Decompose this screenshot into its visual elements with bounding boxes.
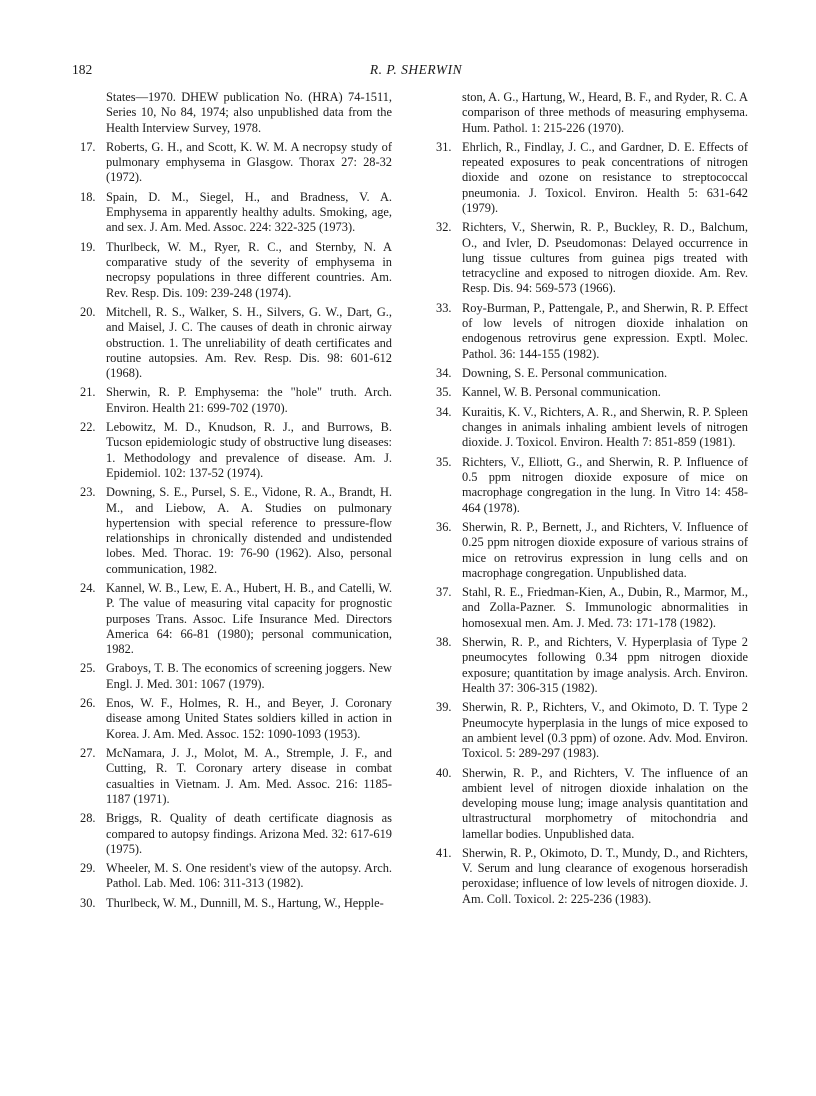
reference-entry	[80, 896, 392, 911]
reference-number: 21.	[80, 385, 96, 400]
reference-text: Sherwin, R. P., and Richters, V. Hyperplasia of Type 2 pneumocytes following 0.34 ppm nitrogen dioxide exposure; quantitation by image analysis. Arch. Environ. Health 37: 306-315 (1982).	[462, 635, 748, 695]
reference-text: Roberts, G. H., and Scott, K. W. M. A necropsy study of pulmonary emphysema in Glasgow. Thorax 27: 28-32 (1972).	[106, 139, 392, 185]
reference-entry	[80, 305, 392, 381]
reference-number: 24.	[80, 581, 96, 595]
page-number: 182	[72, 62, 93, 77]
reference-text: States—1970. DHEW publication No. (HRA) 74-1511, Series 10, No 84, 1974; also unpublished data from the Health Interview Survey, 1978.	[106, 90, 392, 135]
reference-entry	[80, 240, 392, 301]
reference-text: Spain, D. M., Siegel, H., and Bradness, V. A. Emphysema in apparently healthy adults. Smoking, age, and sex. J. Am. Med. Assoc. 224: 322-325 (1973).	[106, 189, 392, 235]
reference-text: Sherwin, R. P., and Richters, V. The influence of an ambient level of nitrogen dioxide inhalation on the developing mouse lung; image analysis quantitation and ultrastructural morphometry of mitochondria and lamellar bodies. Unpublished data.	[462, 765, 748, 841]
reference-entry	[436, 405, 748, 451]
reference-text: Sherwin, R. P., Richters, V., and Okimoto, D. T. Type 2 Pneumocyte hyperplasia in the lungs of mice exposed to an ambient level (0.3 ppm) of ozone. Adv. Mod. Environ. Toxicol. 5: 289-297 (1983).	[462, 700, 748, 761]
reference-text: Stahl, R. E., Friedman-Kien, A., Dubin, R., Marmor, M., and Zolla-Pazner. S. Immunologic abnormalities in homosexual men. Am. J. Med. 73: 171-178 (1982).	[462, 585, 748, 630]
page-header	[72, 62, 760, 82]
reference-entry	[80, 661, 392, 692]
reference-number: 35.	[436, 385, 452, 400]
reference-number: 19.	[80, 239, 96, 254]
reference-text: Graboys, T. B. The economics of screening joggers. New Engl. J. Med. 301: 1067 (1979).	[106, 661, 392, 691]
reference-text: Briggs, R. Quality of death certificate diagnosis as compared to autopsy findings. Arizona Med. 32: 617-619 (1975).	[106, 811, 392, 856]
reference-number: 34.	[436, 366, 452, 380]
reference-entry	[436, 635, 748, 696]
reference-text: Kannel, W. B., Lew, E. A., Hubert, H. B., and Catelli, W. P. The value of measuring vital capacity for prognostic purposes Trans. Assoc. Life Insurance Med. Directors America 64: 66-81 (1980); personal communication, 1982.	[106, 581, 392, 656]
reference-text: Sherwin, R. P., Okimoto, D. T., Mundy, D., and Richters, V. Serum and lung clearance of exogenous horseradish peroxidase; influence of low levels of nitrogen dioxide. J. Am. Coll. Toxicol. 2: 225-236 (1983).	[462, 845, 748, 906]
reference-number: 30.	[80, 895, 96, 910]
reference-entry	[436, 90, 748, 136]
reference-entry	[436, 366, 748, 381]
reference-text: Kannel, W. B. Personal communication.	[462, 385, 661, 400]
reference-entry	[436, 585, 748, 631]
reference-number: 32.	[436, 220, 452, 235]
reference-number: 40.	[436, 765, 452, 780]
reference-text: Sherwin, R. P. Emphysema: the "hole" truth. Arch. Environ. Health 21: 699-702 (1970).	[106, 385, 392, 415]
reference-entry	[80, 420, 392, 481]
reference-entry	[80, 811, 392, 857]
reference-number: 41.	[436, 845, 452, 860]
reference-number: 27.	[80, 746, 96, 761]
reference-text: Mitchell, R. S., Walker, S. H., Silvers, G. W., Dart, G., and Maisel, J. C. The causes of death in chronic airway obstruction. 1. The unreliability of death certificates and routine autopsies. Am. Rev. Resp. Dis. 98: 601-612 (1968).	[106, 305, 392, 380]
reference-entry	[436, 455, 748, 516]
reference-entry	[80, 190, 392, 236]
reference-text: McNamara, J. J., Molot, M. A., Stremple, J. F., and Cutting, R. T. Coronary artery disease in combat casualties in Vietnam. J. Am. Med. Assoc. 216: 1185-1187 (1971).	[106, 746, 392, 806]
references-left-column	[80, 90, 392, 915]
reference-entry	[80, 90, 392, 136]
reference-number: 36.	[436, 520, 452, 534]
reference-number: 35.	[436, 454, 452, 469]
reference-number: 20.	[80, 305, 96, 319]
reference-number: 28.	[80, 811, 96, 826]
reference-number: 39.	[436, 700, 452, 715]
reference-entry	[436, 385, 748, 400]
reference-text: Thurlbeck, W. M., Ryer, R. C., and Sternby, N. A comparative study of the severity of emphysema in necropsy populations in three different countries. Am. Rev. Resp. Dis. 109: 239-248 (1974).	[106, 239, 392, 300]
reference-text: ston, A. G., Hartung, W., Heard, B. F., and Ryder, R. C. A comparison of three methods of measuring emphysema. Hum. Pathol. 1: 215-226 (1970).	[462, 90, 748, 135]
reference-number: 25.	[80, 661, 96, 676]
reference-text: Richters, V., Sherwin, R. P., Buckley, R. D., Balchum, O., and Ivler, D. Pseudomonas: Delayed occurrence in lung tissue cultures from guinea pigs treated with tetracycline and exposed to nitrogen dioxide. Am. Rev. Resp. Dis. 94: 569-573 (1966).	[462, 220, 748, 296]
reference-entry	[80, 746, 392, 807]
reference-entry	[436, 301, 748, 362]
reference-number: 29.	[80, 861, 96, 876]
reference-text: Richters, V., Elliott, G., and Sherwin, R. P. Influence of 0.5 ppm nitrogen dioxide exposure of mice on macrophage congregation in the lung. In Vitro 14: 458-464 (1978).	[462, 454, 748, 515]
reference-number: 22.	[80, 420, 96, 435]
reference-text: Lebowitz, M. D., Knudson, R. J., and Burrows, B. Tucson epidemiologic study of obstructive lung diseases: 1. Methodology and prevalence of disease. Am. J. Epidemiol. 102: 137-52 (1974).	[106, 420, 392, 480]
reference-number: 31.	[436, 139, 452, 154]
reference-number: 26.	[80, 696, 96, 711]
reference-entry	[80, 140, 392, 186]
reference-entry	[436, 520, 748, 581]
reference-number: 23.	[80, 485, 96, 500]
reference-entry	[436, 766, 748, 842]
reference-number: 37.	[436, 585, 452, 600]
reference-entry	[436, 846, 748, 907]
reference-entry	[80, 385, 392, 416]
reference-number: 33.	[436, 300, 452, 315]
reference-text: Wheeler, M. S. One resident's view of the autopsy. Arch. Pathol. Lab. Med. 106: 311-313 (1982).	[106, 861, 392, 891]
reference-text: Downing, S. E., Pursel, S. E., Vidone, R. A., Brandt, H. M., and Liebow, A. A. Studies on pulmonary hypertension with special reference to pressure-flow relationships in chronically distended and undistended lobes. Med. Thorac. 19: 76-90 (1962). Also, personal communication, 1982.	[106, 485, 392, 576]
reference-entry	[436, 700, 748, 761]
reference-entry	[80, 696, 392, 742]
references-right-column	[436, 90, 748, 911]
reference-entry	[80, 485, 392, 577]
reference-number: 34.	[436, 404, 452, 419]
reference-entry	[436, 220, 748, 296]
reference-text: Thurlbeck, W. M., Dunnill, M. S., Hartung, W., Hepple-	[106, 895, 384, 910]
reference-entry	[80, 581, 392, 657]
reference-text: Downing, S. E. Personal communication.	[462, 366, 668, 380]
reference-text: Enos, W. F., Holmes, R. H., and Beyer, J. Coronary disease among United States soldiers killed in action in Korea. J. Am. Med. Assoc. 152: 1090-1093 (1953).	[106, 696, 392, 741]
reference-text: Sherwin, R. P., Bernett, J., and Richters, V. Influence of 0.25 ppm nitrogen dioxide exposure of various strains of mice on retrovirus expression in lung cells and on macrophage congregation. Unpublished data.	[462, 520, 748, 580]
reference-text: Roy-Burman, P., Pattengale, P., and Sherwin, R. P. Effect of low levels of nitrogen dioxide inhalation on endogenous retrovirus gene expression. Exptl. Molec. Pathol. 36: 144-155 (1982).	[462, 300, 748, 361]
reference-entry	[80, 861, 392, 892]
reference-entry	[436, 140, 748, 216]
reference-number: 18.	[80, 189, 96, 204]
reference-text: Ehrlich, R., Findlay, J. C., and Gardner, D. E. Effects of repeated exposures to peak concentrations of nitrogen dioxide and ozone on resistance to streptococcal pneumonia. J. Toxicol. Environ. Health 5: 631-642 (1979).	[462, 139, 748, 215]
running-head: R. P. SHERWIN	[369, 62, 463, 77]
reference-text: Kuraitis, K. V., Richters, A. R., and Sherwin, R. P. Spleen changes in animals inhaling ambient levels of nitrogen dioxide. J. Toxicol. Environ. Health 7: 851-859 (1981).	[462, 404, 748, 450]
reference-number: 38.	[436, 635, 452, 650]
reference-number: 17.	[80, 139, 96, 154]
